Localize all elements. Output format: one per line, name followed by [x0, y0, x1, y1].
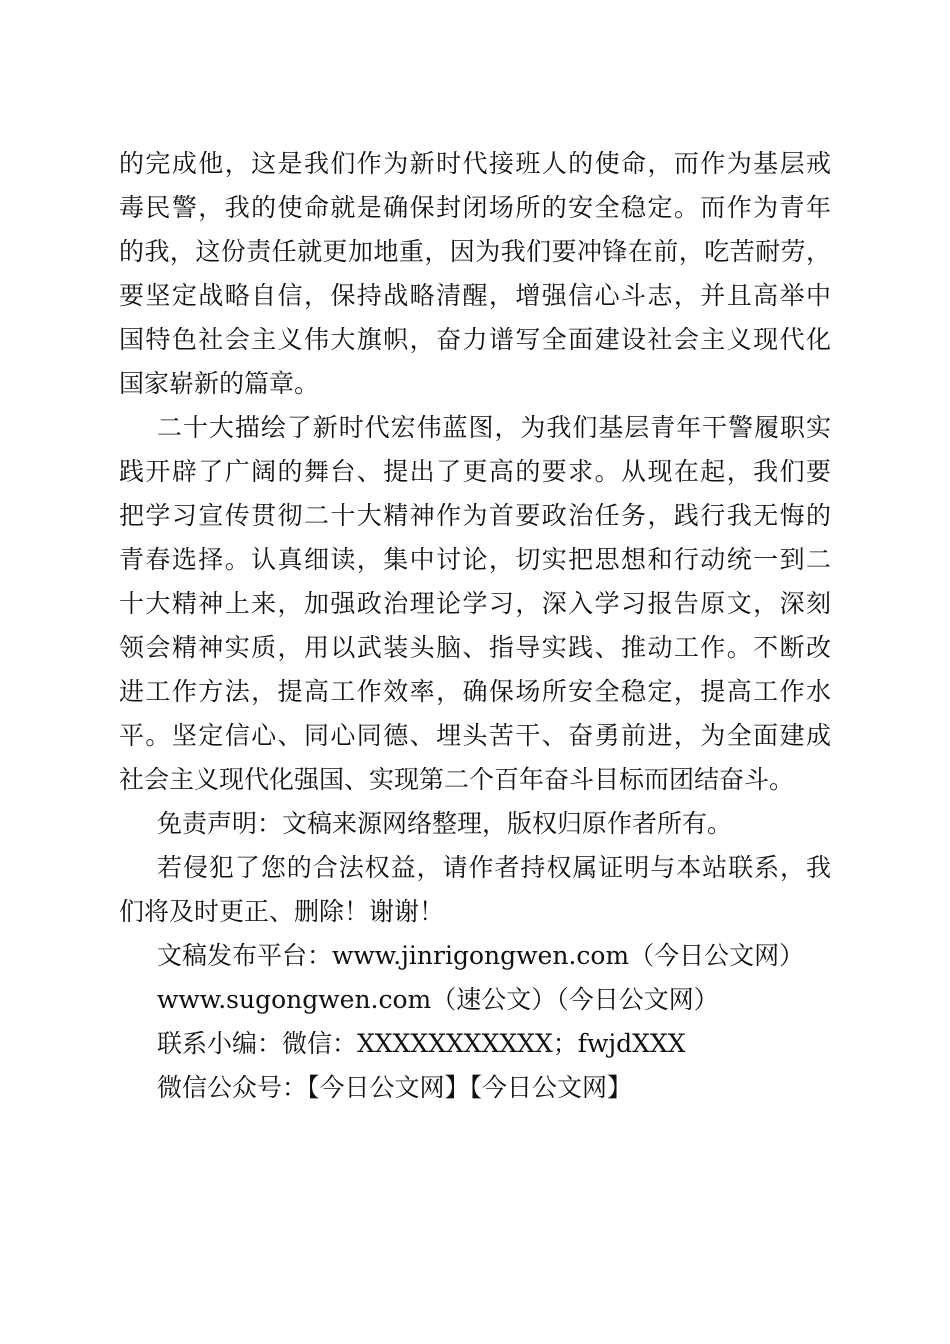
paragraph-line: 领会精神实质，用以武装头脑、指导实践、推动工作。不断改: [119, 633, 831, 662]
paragraph-line: 十大精神上来，加强政治理论学习，深入学习报告原文，深刻: [119, 589, 831, 618]
contact-info: [119, 1022, 831, 1066]
paragraph-line: 践开辟了广阔的舞台、提出了更高的要求。从现在起，我们要: [119, 457, 831, 486]
paragraph-line: 社会主义现代化强国、实现第二个百年奋斗目标而团结奋斗。: [119, 765, 795, 794]
paragraph-line: 国家崭新的篇章。: [119, 369, 320, 398]
paragraph-line: 进工作方法，提高工作效率，确保场所安全稳定，提高工作水: [119, 677, 831, 706]
publish-site-secondary: [119, 978, 831, 1022]
paragraph-2: [119, 406, 831, 802]
wechat-account: [119, 1066, 831, 1110]
disclaimer-line: 免责声明：文稿来源网络整理，版权归原作者所有。: [157, 809, 733, 838]
document-page: [119, 142, 831, 1110]
contact-line: 联系小编：微信：XXXXXXXXXXX；fwjdXXX: [157, 1029, 686, 1058]
paragraph-line: 的完成他，这是我们作为新时代接班人的使命，而作为基层戒: [119, 149, 831, 178]
paragraph-line: 的我，这份责任就更加地重，因为我们要冲锋在前，吃苦耐劳，: [119, 237, 831, 266]
paragraph-line: 把学习宣传贯彻二十大精神作为首要政治任务，践行我无悔的: [119, 501, 831, 530]
notice-line: 若侵犯了您的合法权益，请作者持权属证明与本站联系，我: [157, 853, 831, 882]
paragraph-line: 青春选择。认真细读，集中讨论，切实把思想和行动统一到二: [119, 545, 831, 574]
paragraph-line: 平。坚定信心、同心同德、埋头苦干、奋勇前进，为全面建成: [119, 721, 831, 750]
paragraph-line: 要坚定战略自信，保持战略清醒，增强信心斗志，并且高举中: [119, 281, 831, 310]
paragraph-line: 国特色社会主义伟大旗帜，奋力谱写全面建设社会主义现代化: [119, 325, 831, 354]
paragraph-line: 二十大描绘了新时代宏伟蓝图，为我们基层青年干警履职实: [157, 413, 831, 442]
paragraph-line: 毒民警，我的使命就是确保封闭场所的安全稳定。而作为青年: [119, 193, 831, 222]
notice-line: 们将及时更正、删除！谢谢！: [119, 897, 445, 926]
site-line: www.sugongwen.com（速公文）（今日公文网）: [157, 985, 719, 1014]
paragraph-1: [119, 142, 831, 406]
wechat-line: 微信公众号：【今日公文网】【今日公文网】: [157, 1073, 633, 1102]
disclaimer: [119, 802, 831, 846]
infringement-notice: [119, 846, 831, 934]
platform-line: 文稿发布平台：www.jinrigongwen.com（今日公文网）: [157, 941, 805, 970]
publish-platform: [119, 934, 831, 978]
